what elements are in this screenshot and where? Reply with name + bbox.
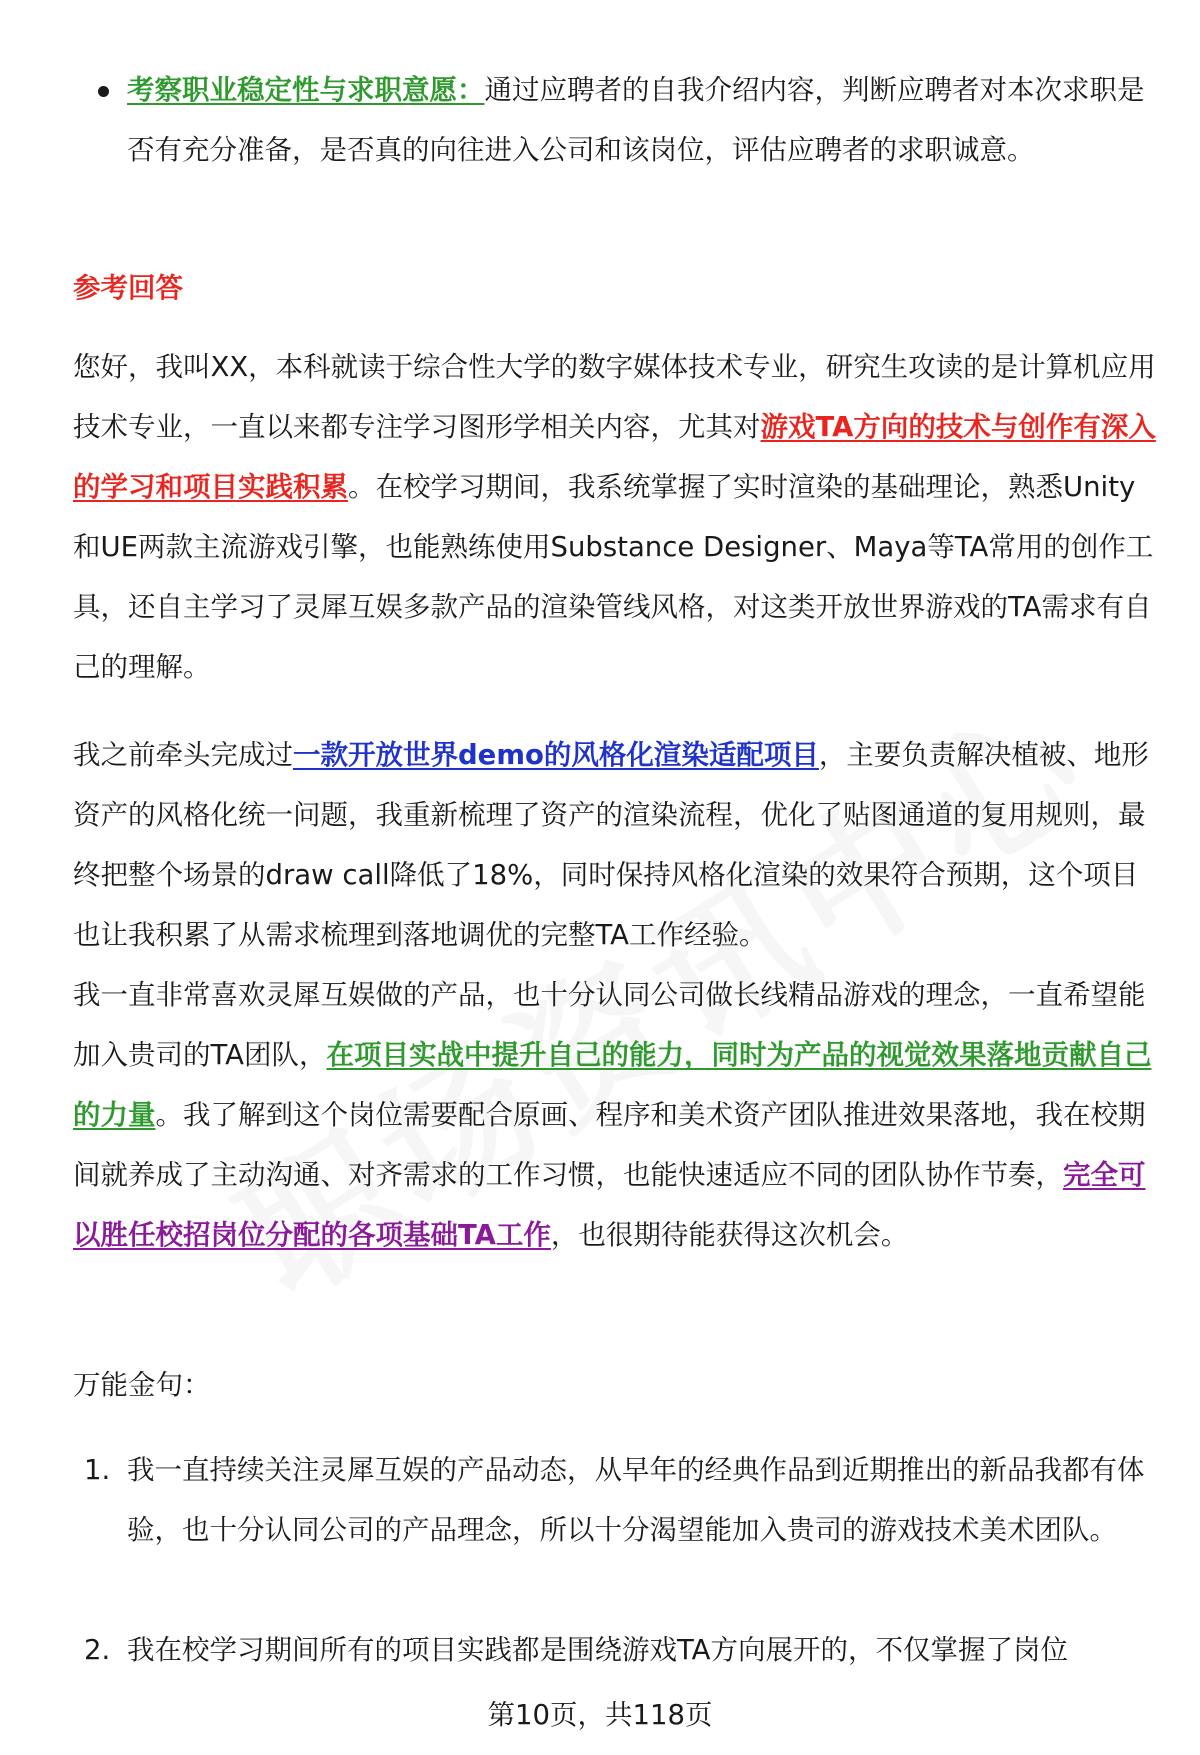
answer-heading: 参考回答 xyxy=(73,272,183,304)
bullet-lead: 考察职业稳定性与求职意愿： xyxy=(127,74,485,106)
para1-highlight: 游戏TA方向的技术与创作有深入的学习和项目实践积累 xyxy=(73,411,1156,503)
para1-text-after: 。在校学习期间，我系统掌握了实时渲染的基础理论，熟悉Unity和UE两款主流游戏引擎，也能熟练使用Substance Designer、Maya等TA常用的创作工具，还自主学习了灵犀互娱多款产品的渲染管线风格，对这类开放世界游戏的TA需求有自己的理解。 xyxy=(73,471,1154,683)
bullet-dot xyxy=(98,86,109,97)
paragraph-project xyxy=(73,725,1158,965)
page-number-footer: 第10页，共118页 xyxy=(487,1699,713,1731)
para2-text-before: 我之前牵头完成过 xyxy=(73,739,293,771)
list-item: 我在校学习期间所有的项目实践都是围绕游戏TA方向展开的，不仅掌握了岗位 xyxy=(127,1634,1068,1666)
bullet-text: 通过应聘者的自我介绍内容，判断应聘者对本次求职是否有充分准备，是否真的向往进入公司和该岗位，评估应聘者的求职诚意。 xyxy=(127,74,1145,166)
list-item-number: 1. xyxy=(84,1454,111,1486)
para3-text-after: ，也很期待能获得这次机会。 xyxy=(550,1219,909,1251)
para3-text-middle: 。我了解到这个岗位需要配合原画、程序和美术资产团队推进效果落地，我在校期间就养成了主动沟通、对齐需求的工作习惯，也能快速适应不同的团队协作节奏， xyxy=(73,1099,1146,1191)
para2-highlight: 一款开放世界demo的风格化渲染适配项目 xyxy=(293,739,819,771)
paragraph-motivation xyxy=(73,965,1158,1265)
para3-highlight-2: 完全可以胜任校招岗位分配的各项基础TA工作 xyxy=(73,1159,1146,1251)
golden-phrases-heading: 万能金句： xyxy=(73,1369,211,1401)
list-item: 我一直持续关注灵犀互娱的产品动态，从早年的经典作品到近期推出的新品我都有体验，也十分认同公司的产品理念，所以十分渴望能加入贵司的游戏技术美术团队。 xyxy=(127,1454,1145,1546)
para2-text-after: ，主要负责解决植被、地形资产的风格化统一问题，我重新梳理了资产的渲染流程，优化了贴图通道的复用规则，最终把整个场景的draw call降低了18%，同时保持风格化渲染的效果符合预期，这个项目也让我积累了从需求梳理到落地调优的完整TA工作经验。 xyxy=(73,739,1149,951)
bullet-item xyxy=(127,60,1157,180)
para1-text-before: 您好，我叫XX，本科就读于综合性大学的数字媒体技术专业，研究生攻读的是计算机应用技术专业，一直以来都专注学习图形学相关内容，尤其对 xyxy=(73,351,1156,443)
para3-text-before: 我一直非常喜欢灵犀互娱做的产品，也十分认同公司做长线精品游戏的理念，一直希望能加入贵司的TA团队， xyxy=(73,979,1146,1071)
para3-highlight-1: 在项目实战中提升自己的能力，同时为产品的视觉效果落地贡献自己的力量 xyxy=(73,1039,1152,1131)
list-item-number: 2. xyxy=(84,1634,111,1666)
paragraph-intro xyxy=(73,337,1158,697)
